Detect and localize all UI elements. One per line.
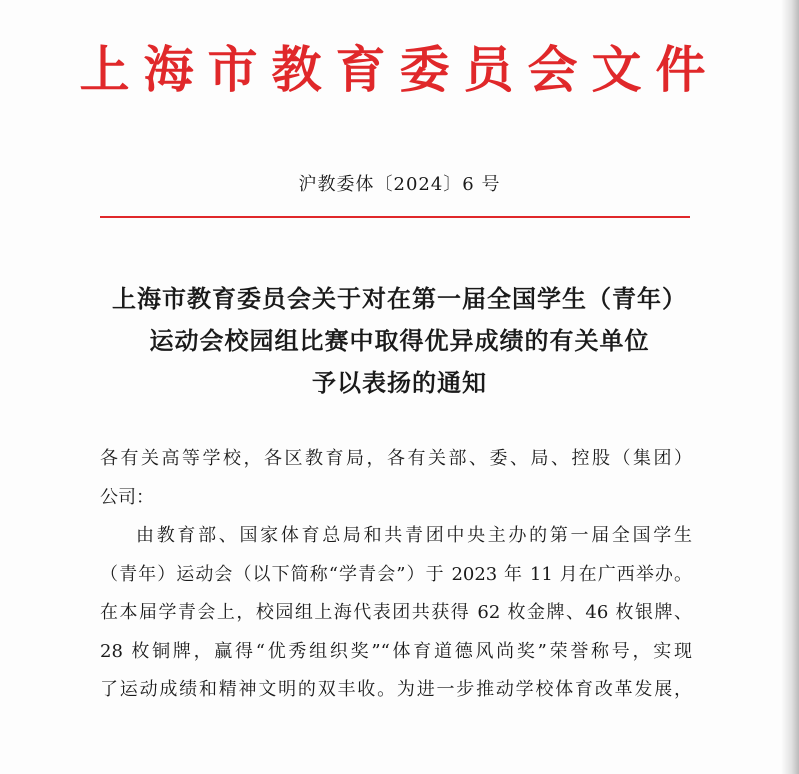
red-separator-line bbox=[100, 216, 690, 218]
title-line-1: 上海市教育委员会关于对在第一届全国学生（青年） bbox=[112, 284, 687, 313]
paragraph-line-3: 在本届学青会上，校园组上海代表团共获得 62 枚金牌、46 枚银牌、 bbox=[100, 602, 692, 623]
paragraph-line-4: 28 枚铜牌，赢得“优秀组织奖”“体育道德风尚奖”荣誉称号，实现 bbox=[100, 640, 692, 662]
paragraph-line-1: 由教育部、国家体育总局和共青团中央主办的第一届全国学生 bbox=[136, 525, 692, 546]
paragraph-line-5: 了运动成绩和精神文明的双丰收。为进一步推动学校体育改革发展， bbox=[100, 679, 692, 700]
paragraph-line-2: （青年）运动会（以下简称“学青会”）于 2023 年 11 月在广西举办。 bbox=[100, 563, 692, 585]
title-line-3: 予以表扬的通知 bbox=[312, 368, 487, 397]
notice-body bbox=[100, 440, 692, 710]
salutation-line-1: 各有关高等学校，各区教育局，各有关部、委、局、控股（集团） bbox=[100, 448, 692, 469]
document-number: 沪教委体〔2024〕6 号 bbox=[298, 174, 501, 195]
salutation-line-2: 公司： bbox=[100, 486, 154, 508]
notice-title bbox=[0, 278, 799, 404]
issuer-heading: 上海市教育委员会文件 bbox=[79, 40, 720, 99]
title-line-2: 运动会校园组比赛中取得优异成绩的有关单位 bbox=[149, 326, 650, 355]
page-edge-shadow bbox=[781, 0, 799, 774]
